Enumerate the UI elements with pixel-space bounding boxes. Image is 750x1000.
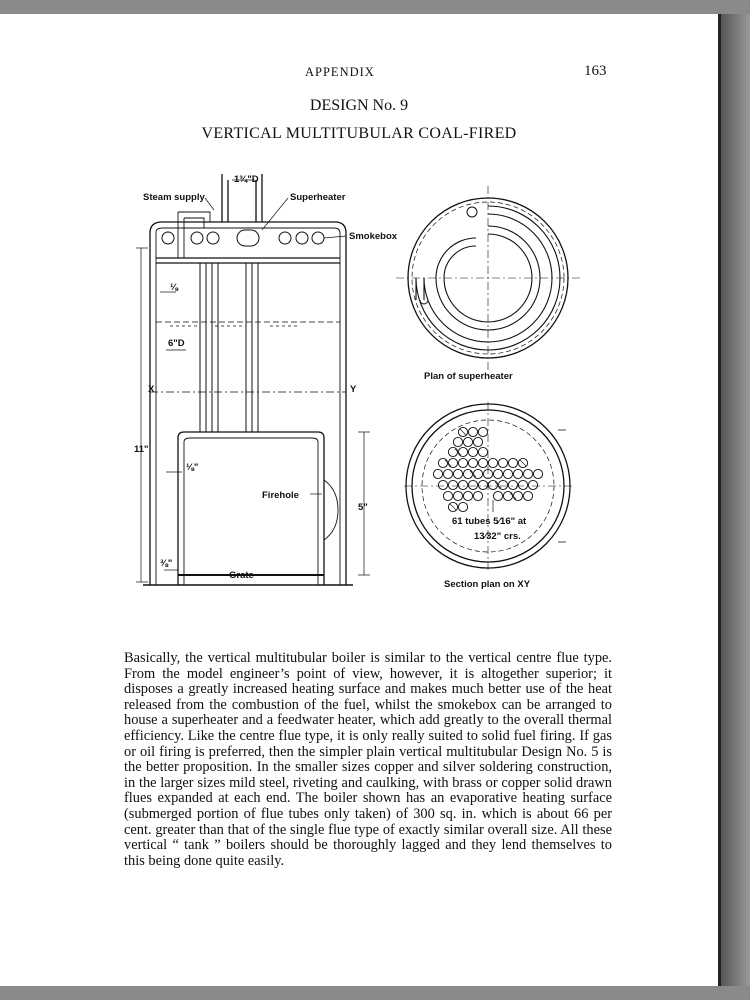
- label-superheater: Superheater: [290, 192, 346, 203]
- label-three-eighths: ⅜": [160, 558, 173, 569]
- label-smokebox: Smokebox: [349, 231, 398, 242]
- design-subtitle: VERTICAL MULTITUBULAR COAL-FIRED: [201, 125, 517, 142]
- label-6d: 6"D: [168, 338, 185, 349]
- label-x: X: [148, 384, 155, 395]
- label-dim-top: 1¾"D: [234, 174, 259, 185]
- label-dim-eighth-mid: ⅛": [186, 462, 199, 473]
- firebox: [178, 432, 324, 585]
- label-tubes-line1: 61 tubes 5⁄16" at: [452, 516, 527, 527]
- label-tubes-line2: 13⁄32" crs.: [474, 531, 521, 542]
- label-section-plan: Section plan on XY: [444, 579, 531, 590]
- page-number: 163: [584, 63, 607, 79]
- design-title: DESIGN No. 9: [309, 97, 409, 114]
- section-plan-xy: [404, 402, 572, 570]
- label-grate: Grate: [229, 570, 254, 581]
- superheater-plan: [396, 186, 580, 370]
- label-dim-eighth-top: ⅛: [170, 282, 178, 293]
- label-5: 5": [358, 502, 368, 513]
- label-y: Y: [350, 384, 357, 395]
- boiler-shell: [150, 222, 346, 585]
- body-paragraph: Basically, the vertical multitubular boiler is similar to the vertical centre flue type. From the model engineer’s point of view, however, it is altogether superior; it disposes a greatly increased heating surface and makes much better use of the heat released from the combustion of the fuel, whilst the smokebox can be arranged to house a superheater and a feedwater heater, which add greatly to the overall thermal efficiency. Like the centre flue type, it is only really suited to solid fuel firing. If gas or oil firing is preferred, then the simpler plain vertical multitubular Design No. 5 is the better proposition. In the smaller sizes copper and silver soldering construction, in the larger sizes mild steel, riveting and caulking, with brass or copper solid drawn flues expanded at each end. The boiler shown has an evaporative heating surface (submerged portion of flue tubes only taken) of 300 sq. in. which is about 66 per cent. greater than that of the single flue type of exactly similar overall size. All these vertical “ tank ” boilers should be thoroughly lagged and they lend themselves to this being done quite easily.: [124, 650, 612, 869]
- label-plan-superheater: Plan of superheater: [424, 371, 513, 382]
- label-firehole: Firehole: [262, 490, 299, 501]
- running-header: APPENDIX: [305, 65, 375, 79]
- label-11: 11": [134, 444, 149, 455]
- label-steam-supply: Steam supply: [143, 192, 205, 203]
